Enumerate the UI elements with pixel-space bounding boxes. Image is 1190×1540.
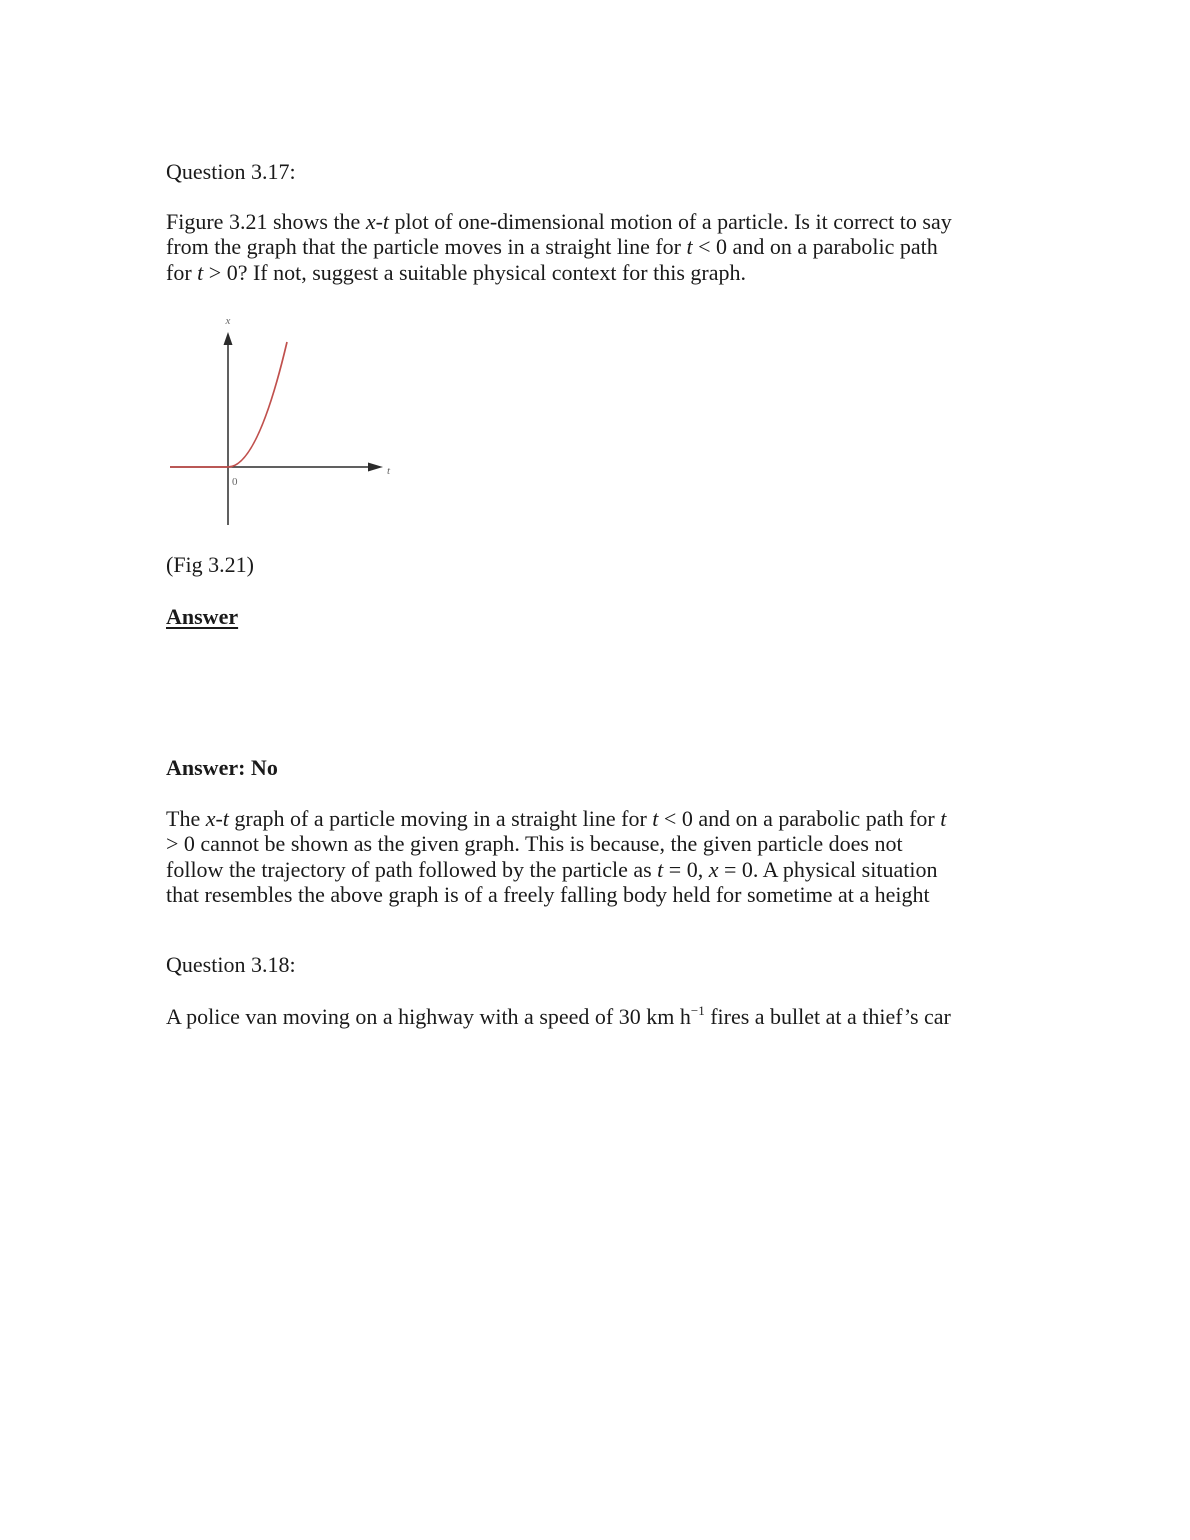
text-line xyxy=(166,857,946,882)
y-axis-arrow xyxy=(224,332,233,345)
italic-variable: t xyxy=(197,259,204,285)
answer-verdict: Answer: No xyxy=(166,755,278,780)
text-line xyxy=(166,806,946,831)
text-run: = 0, xyxy=(663,856,709,882)
figure-caption: (Fig 3.21) xyxy=(166,552,254,577)
text-run: = 0. A physical situation xyxy=(718,856,938,882)
text-run: > 0? If not, suggest a suitable physical context for this graph. xyxy=(203,259,747,285)
text-run: that resembles the above graph is of a freely falling body held for sometime at a height xyxy=(166,882,930,908)
text-line xyxy=(166,209,952,234)
italic-variable: x-t xyxy=(205,806,229,831)
curve-parabola-segment xyxy=(228,342,287,467)
question-3-17-heading: Question 3.17: xyxy=(166,159,296,184)
text-run: < 0 and on a parabolic path for xyxy=(658,806,941,831)
question-3-17-text xyxy=(166,209,952,285)
text-run: for xyxy=(166,259,198,285)
question-3-18-heading: Question 3.18: xyxy=(166,952,296,977)
text-run: plot of one-dimensional motion of a particle. Is it correct to say xyxy=(389,209,952,234)
italic-variable: t xyxy=(652,806,659,831)
italic-variable: t xyxy=(686,234,693,260)
italic-variable: x xyxy=(708,856,719,882)
origin-label: 0 xyxy=(232,476,238,488)
x-axis-arrow xyxy=(368,463,383,472)
question-3-18-text xyxy=(166,1004,951,1029)
text-run: graph of a particle moving in a straight line for xyxy=(228,806,653,831)
figure-3-21-xt-graph xyxy=(160,305,400,530)
text-line xyxy=(166,882,946,907)
x-axis-label: t xyxy=(387,465,391,477)
answer-explanation-text xyxy=(166,806,946,908)
text-line xyxy=(166,831,946,856)
text-line xyxy=(166,1004,951,1029)
text-run: fires a bullet at a thief’s car xyxy=(704,1004,951,1029)
text-line xyxy=(166,234,952,259)
text-run: A police van moving on a highway with a speed of 30 km h xyxy=(166,1004,691,1029)
italic-variable: t xyxy=(940,806,947,831)
italic-variable: t xyxy=(657,856,664,882)
text-run: Figure 3.21 shows the xyxy=(166,209,366,234)
answer-heading: Answer xyxy=(166,604,239,629)
text-run: The xyxy=(166,806,206,831)
text-line xyxy=(166,260,952,285)
text-run: < 0 and on a parabolic path xyxy=(692,234,938,260)
text-run: follow the trajectory of path followed by the particle as xyxy=(166,856,658,882)
italic-variable: x-t xyxy=(365,209,390,234)
text-run: from the graph that the particle moves in a straight line for xyxy=(166,234,687,260)
y-axis-label: x xyxy=(225,315,231,327)
text-run: > 0 cannot be shown as the given graph. This is because, the given particle does not xyxy=(166,831,903,857)
superscript-exponent: −1 xyxy=(690,1003,705,1018)
